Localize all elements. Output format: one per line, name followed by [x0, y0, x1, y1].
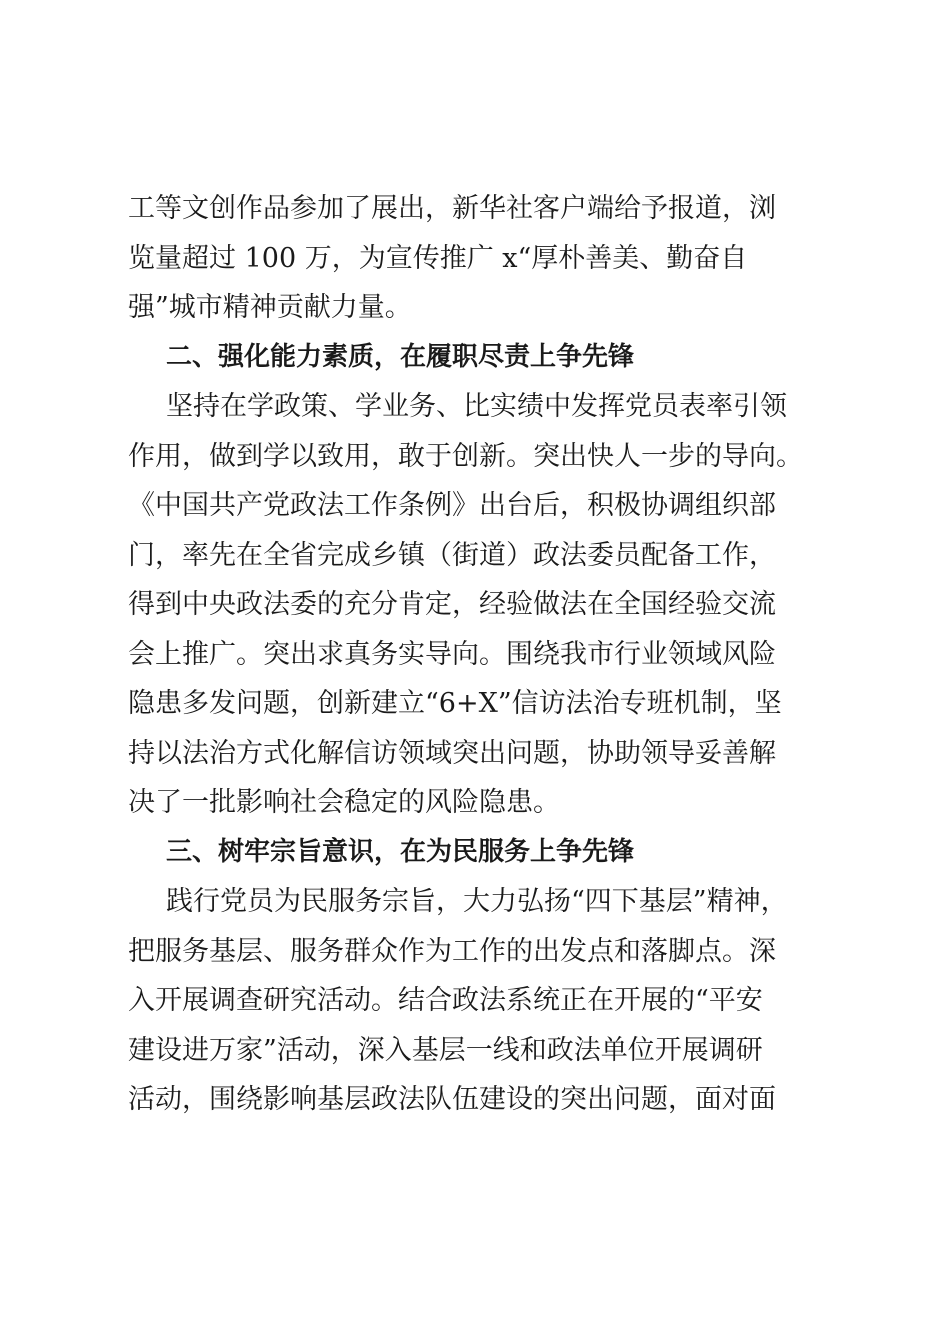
text-line: 门，率先在全省完成乡镇（街道）政法委员配备工作，: [128, 539, 776, 571]
text-line: 《中国共产党政法工作条例》出台后，积极协调组织部: [128, 490, 776, 521]
text-line: 活动，围绕影响基层政法队伍建设的突出问题，面对面: [128, 1084, 776, 1115]
text-line: 把服务基层、服务群众作为工作的出发点和落脚点。深: [128, 935, 776, 967]
text-line: 入开展调查研究活动。结合政法系统正在开展的“平安: [128, 985, 763, 1016]
text-line: 建设进万家”活动，深入基层一线和政法单位开展调研: [128, 1034, 763, 1066]
text-line: 览量超过 100 万，为宣传推广 x“厚朴善美、勤奋自: [128, 242, 748, 274]
text-line: 持以法治方式化解信访领域突出问题，协助领导妥善解: [128, 737, 776, 769]
text-line: 工等文创作品参加了展出，新华社客户端给予报道，浏: [128, 193, 776, 224]
text-line: 作用，做到学以致用，敢于创新。突出快人一步的导向。: [128, 440, 803, 472]
text-line: 会上推广。突出求真务实导向。围绕我市行业领域风险: [128, 638, 776, 670]
text-line: 得到中央政法委的充分肯定，经验做法在全国经验交流: [128, 589, 776, 620]
section-heading-3: 三、树牢宗旨意识，在为民服务上争先锋: [166, 836, 635, 867]
paragraph-start: 坚持在学政策、学业务、比实绩中发挥党员表率引领: [166, 391, 787, 422]
text-line: 隐患多发问题，创新建立“6+X”信访法治专班机制，坚: [128, 688, 782, 719]
text-line: 强”城市精神贡献力量。: [128, 292, 412, 323]
section-heading-2: 二、强化能力素质，在履职尽责上争先锋: [166, 341, 635, 372]
text-line: 决了一批影响社会稳定的风险隐患。: [128, 787, 560, 818]
paragraph-start: 践行党员为民服务宗旨，大力弘扬“四下基层”精神，: [166, 886, 788, 917]
document-body: [128, 184, 848, 1125]
